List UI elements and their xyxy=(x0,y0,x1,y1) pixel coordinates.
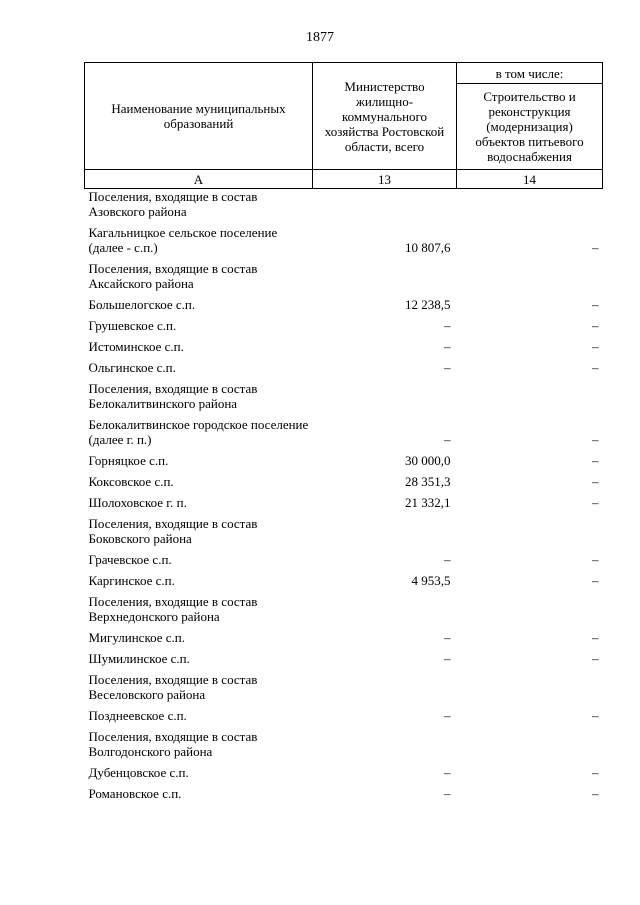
column-number-14: 14 xyxy=(457,170,603,189)
total-value xyxy=(313,729,457,759)
header-including-label: в том числе: xyxy=(457,63,603,84)
table-row xyxy=(85,729,603,759)
table-row xyxy=(85,552,603,567)
municipality-name: Грачевское с.п. xyxy=(88,552,172,567)
water-supply-value xyxy=(457,516,603,546)
table-row xyxy=(85,672,603,702)
table-row xyxy=(85,474,603,489)
total-value: – xyxy=(444,360,451,375)
total-value: 4 953,5 xyxy=(411,573,451,588)
column-number-a: А xyxy=(85,170,313,189)
water-supply-value: – xyxy=(592,474,599,489)
water-supply-value: – xyxy=(592,297,599,312)
total-value: – xyxy=(444,318,451,333)
total-value: 21 332,1 xyxy=(405,495,451,510)
municipality-name: Каргинское с.п. xyxy=(88,573,175,588)
header-name-column: Наименование муниципальных образований xyxy=(85,63,313,170)
total-value: 12 238,5 xyxy=(405,297,451,312)
water-supply-value: – xyxy=(592,360,599,375)
water-supply-value: – xyxy=(592,552,599,567)
municipality-name: Коксовское с.п. xyxy=(88,474,174,489)
table-body xyxy=(85,189,603,808)
table-header-row xyxy=(85,63,603,84)
total-value: – xyxy=(444,432,451,447)
water-supply-value xyxy=(457,729,603,759)
table-row xyxy=(85,630,603,645)
water-supply-value: – xyxy=(592,495,599,510)
total-value: – xyxy=(444,630,451,645)
table-row xyxy=(85,573,603,588)
municipality-name: Поселения, входящие в состав Белокалитвинского района xyxy=(88,381,258,411)
total-value: – xyxy=(444,708,451,723)
page-number: 1877 xyxy=(306,30,334,45)
municipality-name: Мигулинское с.п. xyxy=(88,630,186,645)
water-supply-value xyxy=(457,261,603,291)
total-value: 30 000,0 xyxy=(405,453,451,468)
header-total-column: Министерство жилищно-коммунального хозяйства Ростовской области, всего xyxy=(313,63,457,170)
municipality-name: Горняцкое с.п. xyxy=(88,453,169,468)
table-row xyxy=(85,261,603,291)
table-row xyxy=(85,297,603,312)
municipality-name: Белокалитвинское городское поселение (далее г. п.) xyxy=(88,417,309,447)
municipality-name: Позднеевское с.п. xyxy=(88,708,187,723)
table-row xyxy=(85,786,603,801)
water-supply-value: – xyxy=(592,708,599,723)
table-row xyxy=(85,495,603,510)
water-supply-value: – xyxy=(592,765,599,780)
municipality-name: Поселения, входящие в состав Аксайского района xyxy=(88,261,258,291)
municipality-name: Поселения, входящие в состав Азовского района xyxy=(88,189,258,219)
total-value xyxy=(313,381,457,411)
total-value: – xyxy=(444,651,451,666)
municipality-name: Большелогское с.п. xyxy=(88,297,196,312)
row-spacer-cell xyxy=(85,801,603,807)
table-row xyxy=(85,360,603,375)
municipality-name: Шолоховское г. п. xyxy=(88,495,187,510)
municipality-name: Истоминское с.п. xyxy=(88,339,184,354)
water-supply-value xyxy=(457,672,603,702)
water-supply-value xyxy=(457,594,603,624)
municipality-name: Кагальницкое сельское поселение (далее - с.п.) xyxy=(88,225,278,255)
total-value: – xyxy=(444,552,451,567)
municipality-name: Шумилинское с.п. xyxy=(88,651,190,666)
table-row xyxy=(85,225,603,255)
water-supply-value: – xyxy=(592,651,599,666)
municipality-name: Поселения, входящие в состав Боковского района xyxy=(88,516,258,546)
total-value xyxy=(313,261,457,291)
table-row xyxy=(85,381,603,411)
water-supply-value: – xyxy=(592,453,599,468)
table-row xyxy=(85,516,603,546)
total-value xyxy=(313,672,457,702)
table-row xyxy=(85,417,603,447)
total-value: 28 351,3 xyxy=(405,474,451,489)
water-supply-value: – xyxy=(592,432,599,447)
total-value xyxy=(313,189,457,220)
table-row xyxy=(85,339,603,354)
total-value: – xyxy=(444,339,451,354)
water-supply-value: – xyxy=(592,240,599,255)
municipality-name: Грушевское с.п. xyxy=(88,318,177,333)
total-value: – xyxy=(444,765,451,780)
table-row xyxy=(85,651,603,666)
table-row xyxy=(85,594,603,624)
municipality-name: Романовское с.п. xyxy=(88,786,182,801)
table-row xyxy=(85,765,603,780)
table-row xyxy=(85,708,603,723)
table-row xyxy=(85,453,603,468)
water-supply-value xyxy=(457,189,603,220)
total-value: – xyxy=(444,786,451,801)
municipality-name: Поселения, входящие в состав Волгодонского района xyxy=(88,729,258,759)
water-supply-value: – xyxy=(592,318,599,333)
total-value xyxy=(313,594,457,624)
water-supply-value: – xyxy=(592,630,599,645)
header-sub-column: Строительство и реконструкция (модернизация) объектов питьевого водоснабжения xyxy=(457,84,603,170)
total-value xyxy=(313,516,457,546)
table-row xyxy=(85,189,603,220)
water-supply-value: – xyxy=(592,573,599,588)
municipality-name: Ольгинское с.п. xyxy=(88,360,176,375)
row-spacer xyxy=(85,801,603,807)
column-number-13: 13 xyxy=(313,170,457,189)
column-numbering-row xyxy=(85,170,603,189)
water-supply-value: – xyxy=(592,786,599,801)
municipality-name: Поселения, входящие в состав Веселовского района xyxy=(88,672,258,702)
total-value: 10 807,6 xyxy=(405,240,451,255)
municipality-name: Дубенцовское с.п. xyxy=(88,765,189,780)
municipality-name: Поселения, входящие в состав Верхнедонского района xyxy=(88,594,258,624)
water-supply-value: – xyxy=(592,339,599,354)
budget-table xyxy=(84,62,603,807)
table-row xyxy=(85,318,603,333)
water-supply-value xyxy=(457,381,603,411)
